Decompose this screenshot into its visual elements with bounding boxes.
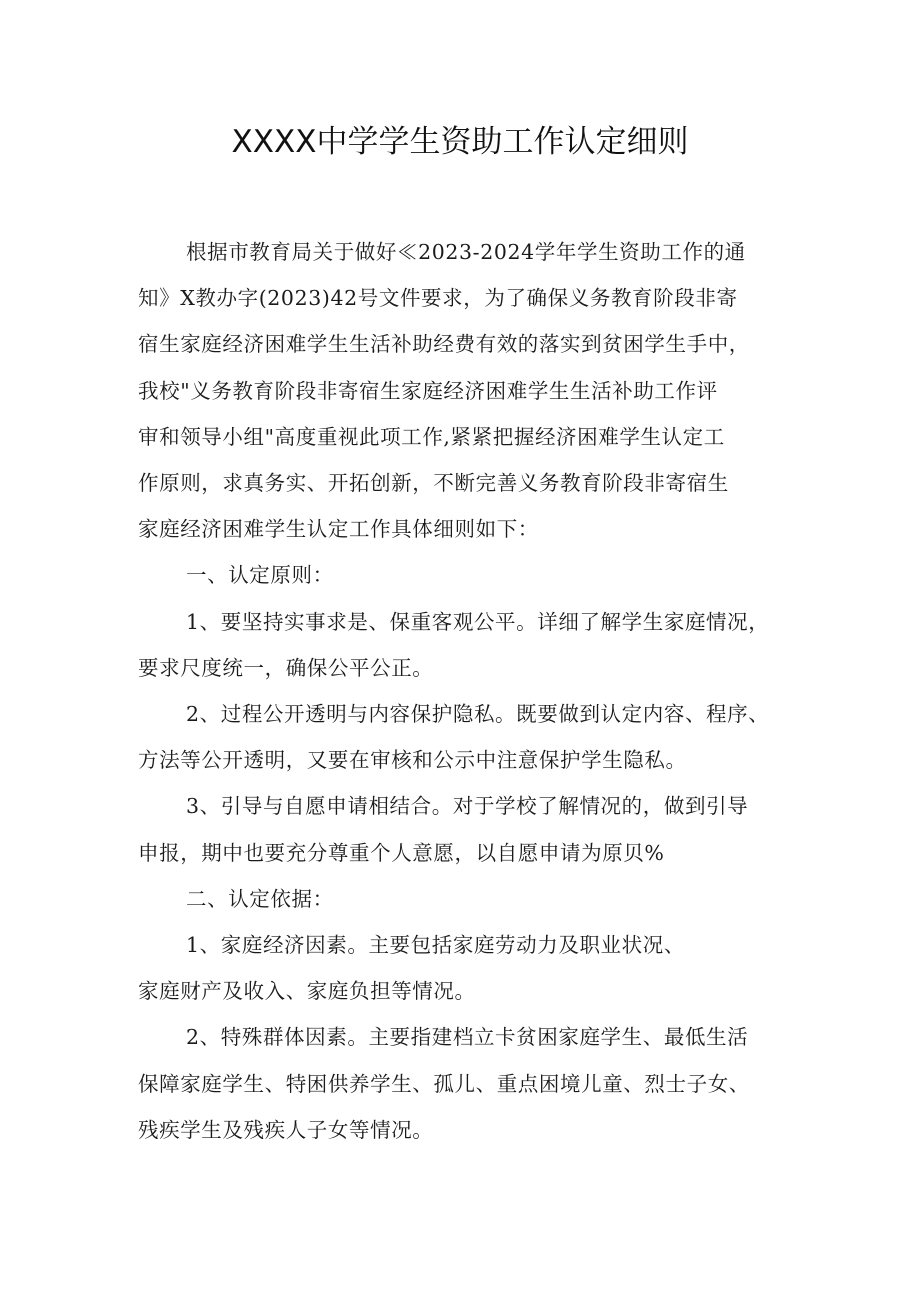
principle-item-1 (138, 599, 794, 691)
document-title: XXXX中学学生资助工作认定细则 (231, 124, 689, 160)
text-line: 知》X教办字(2023)42号文件要求，为了确保义务教育阶段非寄 (138, 286, 738, 311)
basis-item-2 (138, 1014, 794, 1153)
principle-item-3 (138, 783, 794, 875)
text-line: 保障家庭学生、特困供养学生、孤儿、重点困境儿童、烈士子女、 (138, 1071, 750, 1096)
text-line: 2、特殊群体因素。主要指建档立卡贫困家庭学生、最低生活 (186, 1025, 749, 1050)
text-line: 2、过程公开透明与内容保护隐私。既要做到认定内容、程序、 (186, 702, 770, 727)
text-line: 审和领导小组"高度重视此项工作,紧紧把握经济困难学生认定工 (138, 424, 725, 449)
text-line: 方法等公开透明，又要在审核和公示中注意保护学生隐私。 (138, 748, 687, 773)
text-line: 残疾学生及残疾人子女等情况。 (138, 1117, 434, 1142)
text-line: 作原则，求真务实、开拓创新，不断完善义务教育阶段非寄宿生 (138, 471, 729, 496)
text-line: 家庭经济困难学生认定工作具体细则如下： (138, 517, 539, 542)
intro-paragraph (138, 229, 794, 552)
section-heading-principles: 一、认定原则： (186, 563, 334, 588)
text-line: 3、引导与自愿申请相结合。对于学校了解情况的，做到引导 (186, 794, 749, 819)
text-line: 要求尺度统一，确保公平公正。 (138, 655, 434, 680)
text-line: 我校"义务教育阶段非寄宿生家庭经济困难学生生活补助工作评 (138, 378, 718, 403)
document-body (138, 229, 794, 1153)
basis-item-1 (138, 922, 794, 1014)
text-line: 根据市教育局关于做好≪2023-2024学年学生资助工作的通 (186, 240, 746, 264)
text-line: 1、家庭经济因素。主要包括家庭劳动力及职业状况、 (186, 933, 685, 958)
principle-item-2 (138, 691, 794, 783)
text-line: 申报，期中也要充分尊重个人意愿，以自愿申请为原贝% (138, 840, 665, 865)
text-line: 宿生家庭经济困难学生生活补助经费有效的落实到贫困学生手中， (138, 332, 750, 357)
section-heading-basis: 二、认定依据： (186, 886, 334, 911)
text-line: 家庭财产及收入、家庭负担等情况。 (138, 979, 476, 1004)
text-line: 1、要坚持实事求是、保重客观公平。详细了解学生家庭情况， (186, 609, 770, 634)
